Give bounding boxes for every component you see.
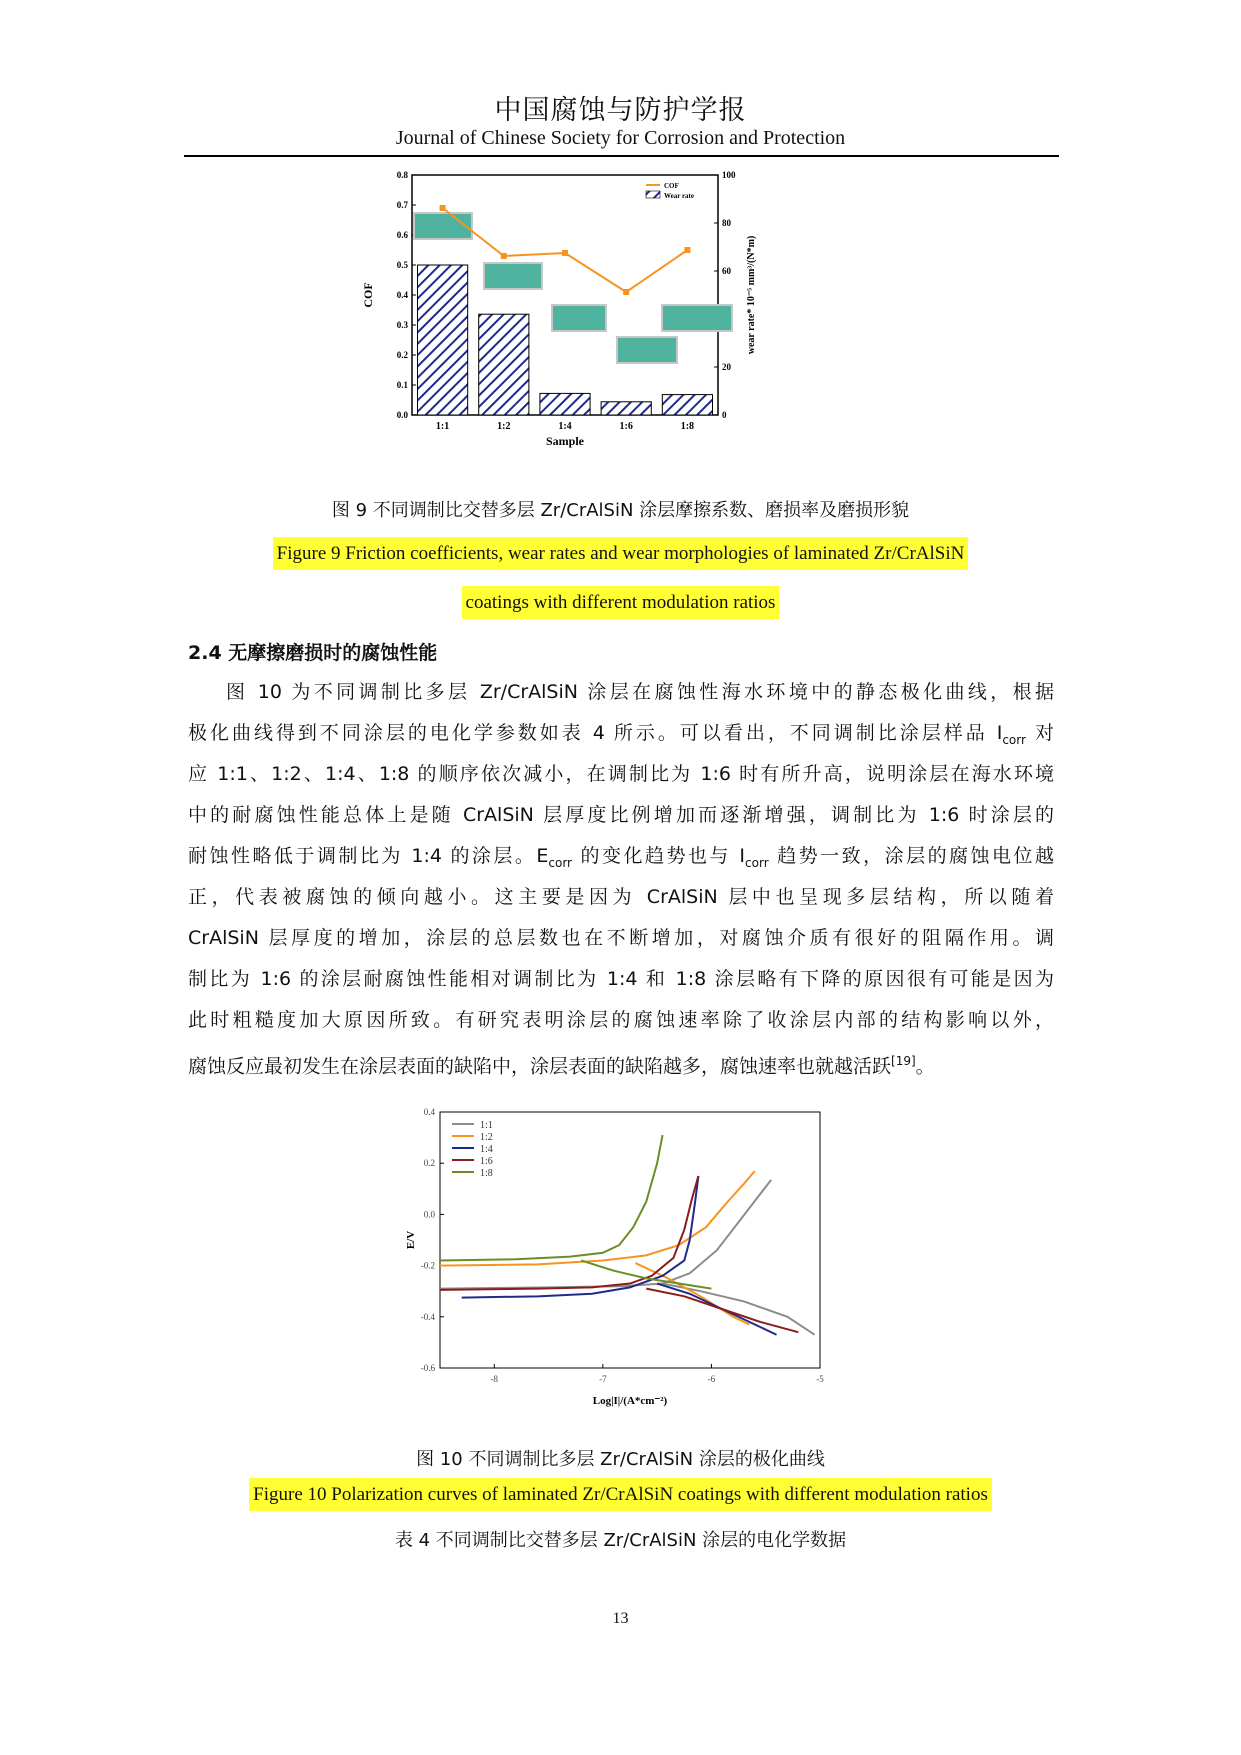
- figure9-caption-cn: 图 9 不同调制比交替多层 Zr/CrAlSiN 涂层摩擦系数、磨损率及磨损形貌: [331, 500, 910, 521]
- figure9-caption-en-line2: coatings with different modulation ratios: [462, 586, 780, 619]
- x-tick-label: 1:2: [497, 421, 511, 432]
- wear-morphology-image: [552, 305, 606, 331]
- figure9-chart: [361, 165, 860, 480]
- polarization-curve-anodic: [440, 1171, 755, 1266]
- cof-point: [440, 205, 446, 211]
- para-line: 应 1:1、1:2、1:4、1:8 的顺序依次减小，在调制比为 1:6 时有所升高，说明涂层在海水环境: [188, 763, 1054, 785]
- figure10-chart: [400, 1100, 840, 1420]
- x-tick-label: -5: [816, 1374, 824, 1384]
- cof-point: [562, 250, 568, 256]
- y2-axis-label: wear rate* 10⁻⁵ mm³/(N*m): [746, 235, 757, 355]
- wear-rate-bar: [418, 265, 468, 415]
- journal-title-en: Journal of Chinese Society for Corrosion and Protection: [395, 127, 846, 149]
- para-line: 中的耐腐蚀性能总体上是随 CrAlSiN 层厚度比例增加而逐渐增强，调制比为 1:6 时涂层的: [188, 804, 1054, 826]
- wear-rate-bar: [662, 395, 712, 415]
- y-tick-label: 0.1: [396, 380, 408, 390]
- wear-morphology-image: [662, 305, 732, 331]
- y-tick-label: -0.2: [420, 1260, 435, 1271]
- body-paragraph: [188, 672, 1054, 1082]
- y2-tick-label: 100: [722, 170, 736, 180]
- legend-label: 1:2: [480, 1132, 493, 1143]
- y-tick-label: 0.6: [396, 230, 408, 240]
- plot-frame: [440, 1112, 820, 1368]
- wear-rate-bar: [479, 314, 529, 415]
- para-line: 耐蚀性略低于调制比为 1:4 的涂层。$E_{corr}$ 的变化趋势也与 $I_{corr}$ 趋势一致，涂层的腐蚀电位越: [188, 845, 1054, 870]
- x-axis-label: Sample: [545, 434, 585, 448]
- y-tick-label: 0.0: [423, 1209, 435, 1220]
- x-tick-label: 1:4: [558, 421, 572, 432]
- y-tick-label: 0.3: [396, 320, 408, 330]
- table4-caption-cn: 表 4 不同调制比交替多层 Zr/CrAlSiN 涂层的电化学数据: [394, 1530, 847, 1551]
- y-tick-label: 0.2: [396, 350, 408, 360]
- legend-label: 1:6: [480, 1156, 493, 1167]
- wear-rate-bar: [601, 402, 651, 415]
- y2-tick-label: 20: [722, 362, 731, 372]
- figure9-caption-en-line1: Figure 9 Friction coefficients, wear rates and wear morphologies of laminated Zr/CrAlSiN: [273, 537, 969, 570]
- legend-label: 1:8: [480, 1168, 493, 1179]
- legend-label: 1:1: [480, 1120, 493, 1131]
- y-tick-label: 0.0: [396, 410, 408, 420]
- section-title: 2.4 无摩擦磨损时的腐蚀性能: [188, 642, 438, 664]
- para-line: 正，代表被腐蚀的倾向越小。这主要是因为 CrAlSiN 层中也呈现多层结构，所以随着: [188, 886, 1054, 908]
- citation-ref: [19]: [891, 1054, 916, 1068]
- figure10-caption-cn: 图 10 不同调制比多层 Zr/CrAlSiN 涂层的极化曲线: [416, 1449, 825, 1470]
- journal-title-cn: 中国腐蚀与防护学报: [494, 95, 747, 126]
- wear-rate-bar: [540, 393, 590, 415]
- page-number: 13: [612, 1610, 629, 1627]
- wear-morphology-image: [617, 337, 677, 363]
- polarization-curve-anodic: [440, 1180, 771, 1289]
- x-tick-label: -8: [490, 1374, 499, 1384]
- polarization-curve-cathodic: [657, 1284, 776, 1335]
- para-line: 极化曲线得到不同涂层的电化学参数如表 4 所示。可以看出，不同调制比涂层样品 $I_{corr}$ 对: [188, 722, 1054, 747]
- y-tick-label: 0.4: [396, 290, 408, 300]
- y-tick-label: 0.5: [396, 260, 408, 270]
- y-axis-label: COF: [361, 282, 375, 308]
- para-line: 此时粗糙度加大原因所致。有研究表明涂层的腐蚀速率除了收涂层内部的结构影响以外，: [188, 1009, 1054, 1031]
- polarization-curve-anodic: [462, 1176, 699, 1298]
- x-tick-label: 1:1: [435, 421, 450, 432]
- polarization-curve-cathodic: [663, 1284, 815, 1335]
- cof-point: [501, 253, 507, 259]
- para-line: 腐蚀反应最初发生在涂层表面的缺陷中，涂层表面的缺陷越多，腐蚀速率也就越活跃[19]。: [188, 1054, 935, 1078]
- legend-wear-label: Wear rate: [664, 192, 694, 200]
- legend-wear-swatch: [646, 191, 660, 198]
- para-line: CrAlSiN 层厚度的增加，涂层的总层数也在不断增加，对腐蚀介质有很好的阻隔作用。调: [188, 927, 1054, 949]
- y2-tick-label: 80: [722, 218, 731, 228]
- para-line: 制比为 1:6 的涂层耐腐蚀性能相对调制比为 1:4 和 1:8 涂层略有下降的原因很有可能是因为: [188, 968, 1054, 990]
- y-tick-label: 0.7: [396, 200, 408, 210]
- figure10-caption-en: Figure 10 Polarization curves of laminated Zr/CrAlSiN coatings with different modulation ratios: [249, 1478, 992, 1511]
- y-tick-label: 0.8: [396, 170, 408, 180]
- y2-tick-label: 60: [722, 266, 731, 276]
- y-axis-label: E/V: [405, 1230, 417, 1250]
- y-tick-label: 0.2: [423, 1158, 435, 1169]
- x-tick-label: -7: [599, 1374, 607, 1384]
- wear-morphology-image: [414, 213, 472, 239]
- x-tick-label: 1:6: [619, 421, 633, 432]
- x-tick-label: -6: [707, 1374, 716, 1384]
- y-tick-label: -0.4: [420, 1311, 435, 1322]
- legend-label: 1:4: [480, 1144, 493, 1155]
- wear-morphology-image: [484, 263, 542, 289]
- y-tick-label: 0.4: [423, 1107, 435, 1117]
- header-divider: [184, 155, 1059, 157]
- legend-cof-label: COF: [664, 182, 679, 190]
- x-axis-label: Log|I|/(A*cm⁻²): [592, 1395, 668, 1407]
- x-tick-label: 1:8: [680, 421, 695, 432]
- cof-point: [623, 289, 629, 295]
- polarization-curve-anodic: [440, 1135, 663, 1260]
- para-line: 图 10 为不同调制比多层 Zr/CrAlSiN 涂层在腐蚀性海水环境中的静态极化曲线，根据: [226, 681, 1054, 703]
- y-tick-label: -0.6: [420, 1363, 435, 1373]
- y2-tick-label: 0: [722, 410, 727, 420]
- cof-point: [684, 247, 690, 253]
- polarization-curve-anodic: [440, 1176, 698, 1290]
